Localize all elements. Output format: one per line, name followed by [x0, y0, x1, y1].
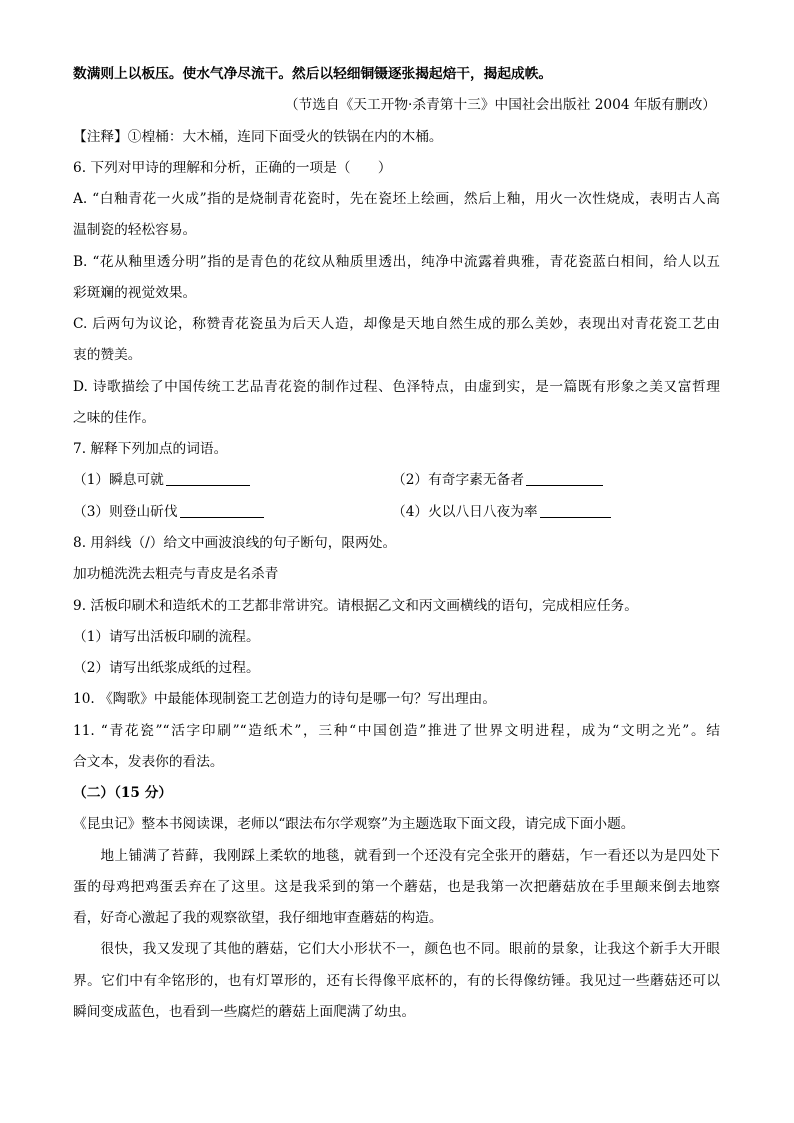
excerpt-p2-line-2: 界。它们中有伞铭形的，也有灯罩形的，还有长得像平底杯的，有的长得像纺锤。我见过一些蘑菇还可以: [73, 972, 720, 989]
excerpt-p1-line-3: 看，好奇心激起了我的观察欲望，我仔细地审查蘑菇的构造。: [73, 910, 443, 927]
q7-item-2-text: （2）有奇字素无备者: [392, 472, 524, 489]
section-2-intro: 《昆虫记》整本书阅读课，老师以“跟法布尔学观察”为主题选取下面文段，请完成下面小题。: [73, 816, 635, 833]
q10-stem: 10. 《陶歌》中最能体现制瓷工艺创造力的诗句是哪一句？写出理由。: [73, 691, 497, 708]
q8-stem: 8. 用斜线（/）给文中画波浪线的句子断句，限两处。: [73, 534, 397, 551]
passage-tail-line: 数满则上以板压。使水气净尽流干。然后以轻细铜镊逐张揭起焙干，揭起成帙。: [73, 66, 553, 82]
q11-line-2: 合文本，发表你的看法。: [73, 753, 224, 770]
q8-sentence: 加功槌洗洗去粗壳与青皮是名杀青: [73, 566, 279, 583]
q7-item-1: [73, 465, 392, 496]
answer-blank: [180, 503, 264, 518]
q6-option-d-line-1: D. 诗歌描绘了中国传统工艺品青花瓷的制作过程、色泽特点，由虚到实，是一篇既有形象之美又富哲理: [73, 378, 720, 395]
q6-option-b-line-1: B. “花从釉里透分明”指的是青色的花纹从釉质里透出，纯净中流露着典雅，青花瓷蓝白相间，给人以五: [73, 253, 720, 270]
q7-stem: 7. 解释下列加点的词语。: [73, 441, 228, 458]
answer-blank: [526, 471, 603, 486]
section-2-heading: （二）（15 分）: [73, 785, 173, 802]
q7-row-2: [73, 497, 720, 528]
q7-item-3-text: （3）则登山斫伐: [73, 503, 178, 520]
q9-task-1: （1）请写出活板印刷的流程。: [73, 628, 260, 645]
q6-option-b-line-2: 彩斑斓的视觉效果。: [73, 284, 197, 301]
q6-option-c-line-1: C. 后两句为议论，称赞青花瓷虽为后天人造，却像是天地自然生成的那么美妙，表现出对青花瓷工艺由: [73, 316, 720, 333]
excerpt-p2-line-1: 很快，我又发现了其他的蘑菇，它们大小形状不一，颜色也不同。眼前的景象，让我这个新手大开眼: [100, 941, 720, 958]
q9-task-2: （2）请写出纸浆成纸的过程。: [73, 660, 260, 677]
q7-item-3: [73, 497, 392, 528]
q7-item-4-text: （4）火以八日八夜为率: [392, 503, 538, 520]
answer-blank: [166, 471, 250, 486]
excerpt-p1-line-2: 蛋的母鸡把鸡蛋丢弃在了这里。这是我采到的第一个蘑菇，也是我第一次把蘑菇放在手里颠来倒去地察: [73, 878, 720, 895]
q6-option-c-line-2: 衷的赞美。: [73, 347, 142, 364]
q7-item-2: [392, 465, 720, 496]
q6-option-a-line-2: 温制瓷的轻松容易。: [73, 222, 197, 239]
annotation-note: 【注释】①楻桶：大木桶，连同下面受火的铁锅在内的木桶。: [73, 128, 443, 145]
excerpt-p1-line-1: 地上铺满了苔藓，我刚踩上柔软的地毯，就看到一个还没有完全张开的蘑菇，乍一看还以为是四处下: [100, 847, 720, 864]
q7-row-1: [73, 465, 720, 496]
source-citation: （节选自《天工开物·杀青第十三》中国社会出版社 2004 年版有删改）: [284, 97, 716, 114]
answer-blank: [540, 503, 611, 518]
excerpt-p2-line-3: 瞬间变成蓝色，也看到一些腐烂的蘑菇上面爬满了幼虫。: [73, 1003, 416, 1020]
q7-item-4: [392, 497, 720, 528]
q11-line-1: 11. “青花瓷”“活字印刷”“造纸术”，三种“中国创造”推进了世界文明进程，成为“文明之光”。结: [73, 722, 720, 739]
q6-option-a-line-1: A. “白釉青花一火成”指的是烧制青花瓷时，先在瓷坯上绘画，然后上釉，用火一次性烧成，表明古人高: [73, 191, 720, 208]
q6-option-d-line-2: 之味的佳作。: [73, 409, 156, 426]
q9-stem: 9. 活板印刷术和造纸术的工艺都非常讲究。请根据乙文和丙文画横线的语句，完成相应任务。: [73, 597, 638, 614]
q6-stem: 6. 下列对甲诗的理解和分析，正确的一项是（ ）: [73, 159, 392, 176]
q7-item-1-text: （1）瞬息可就: [73, 472, 164, 489]
